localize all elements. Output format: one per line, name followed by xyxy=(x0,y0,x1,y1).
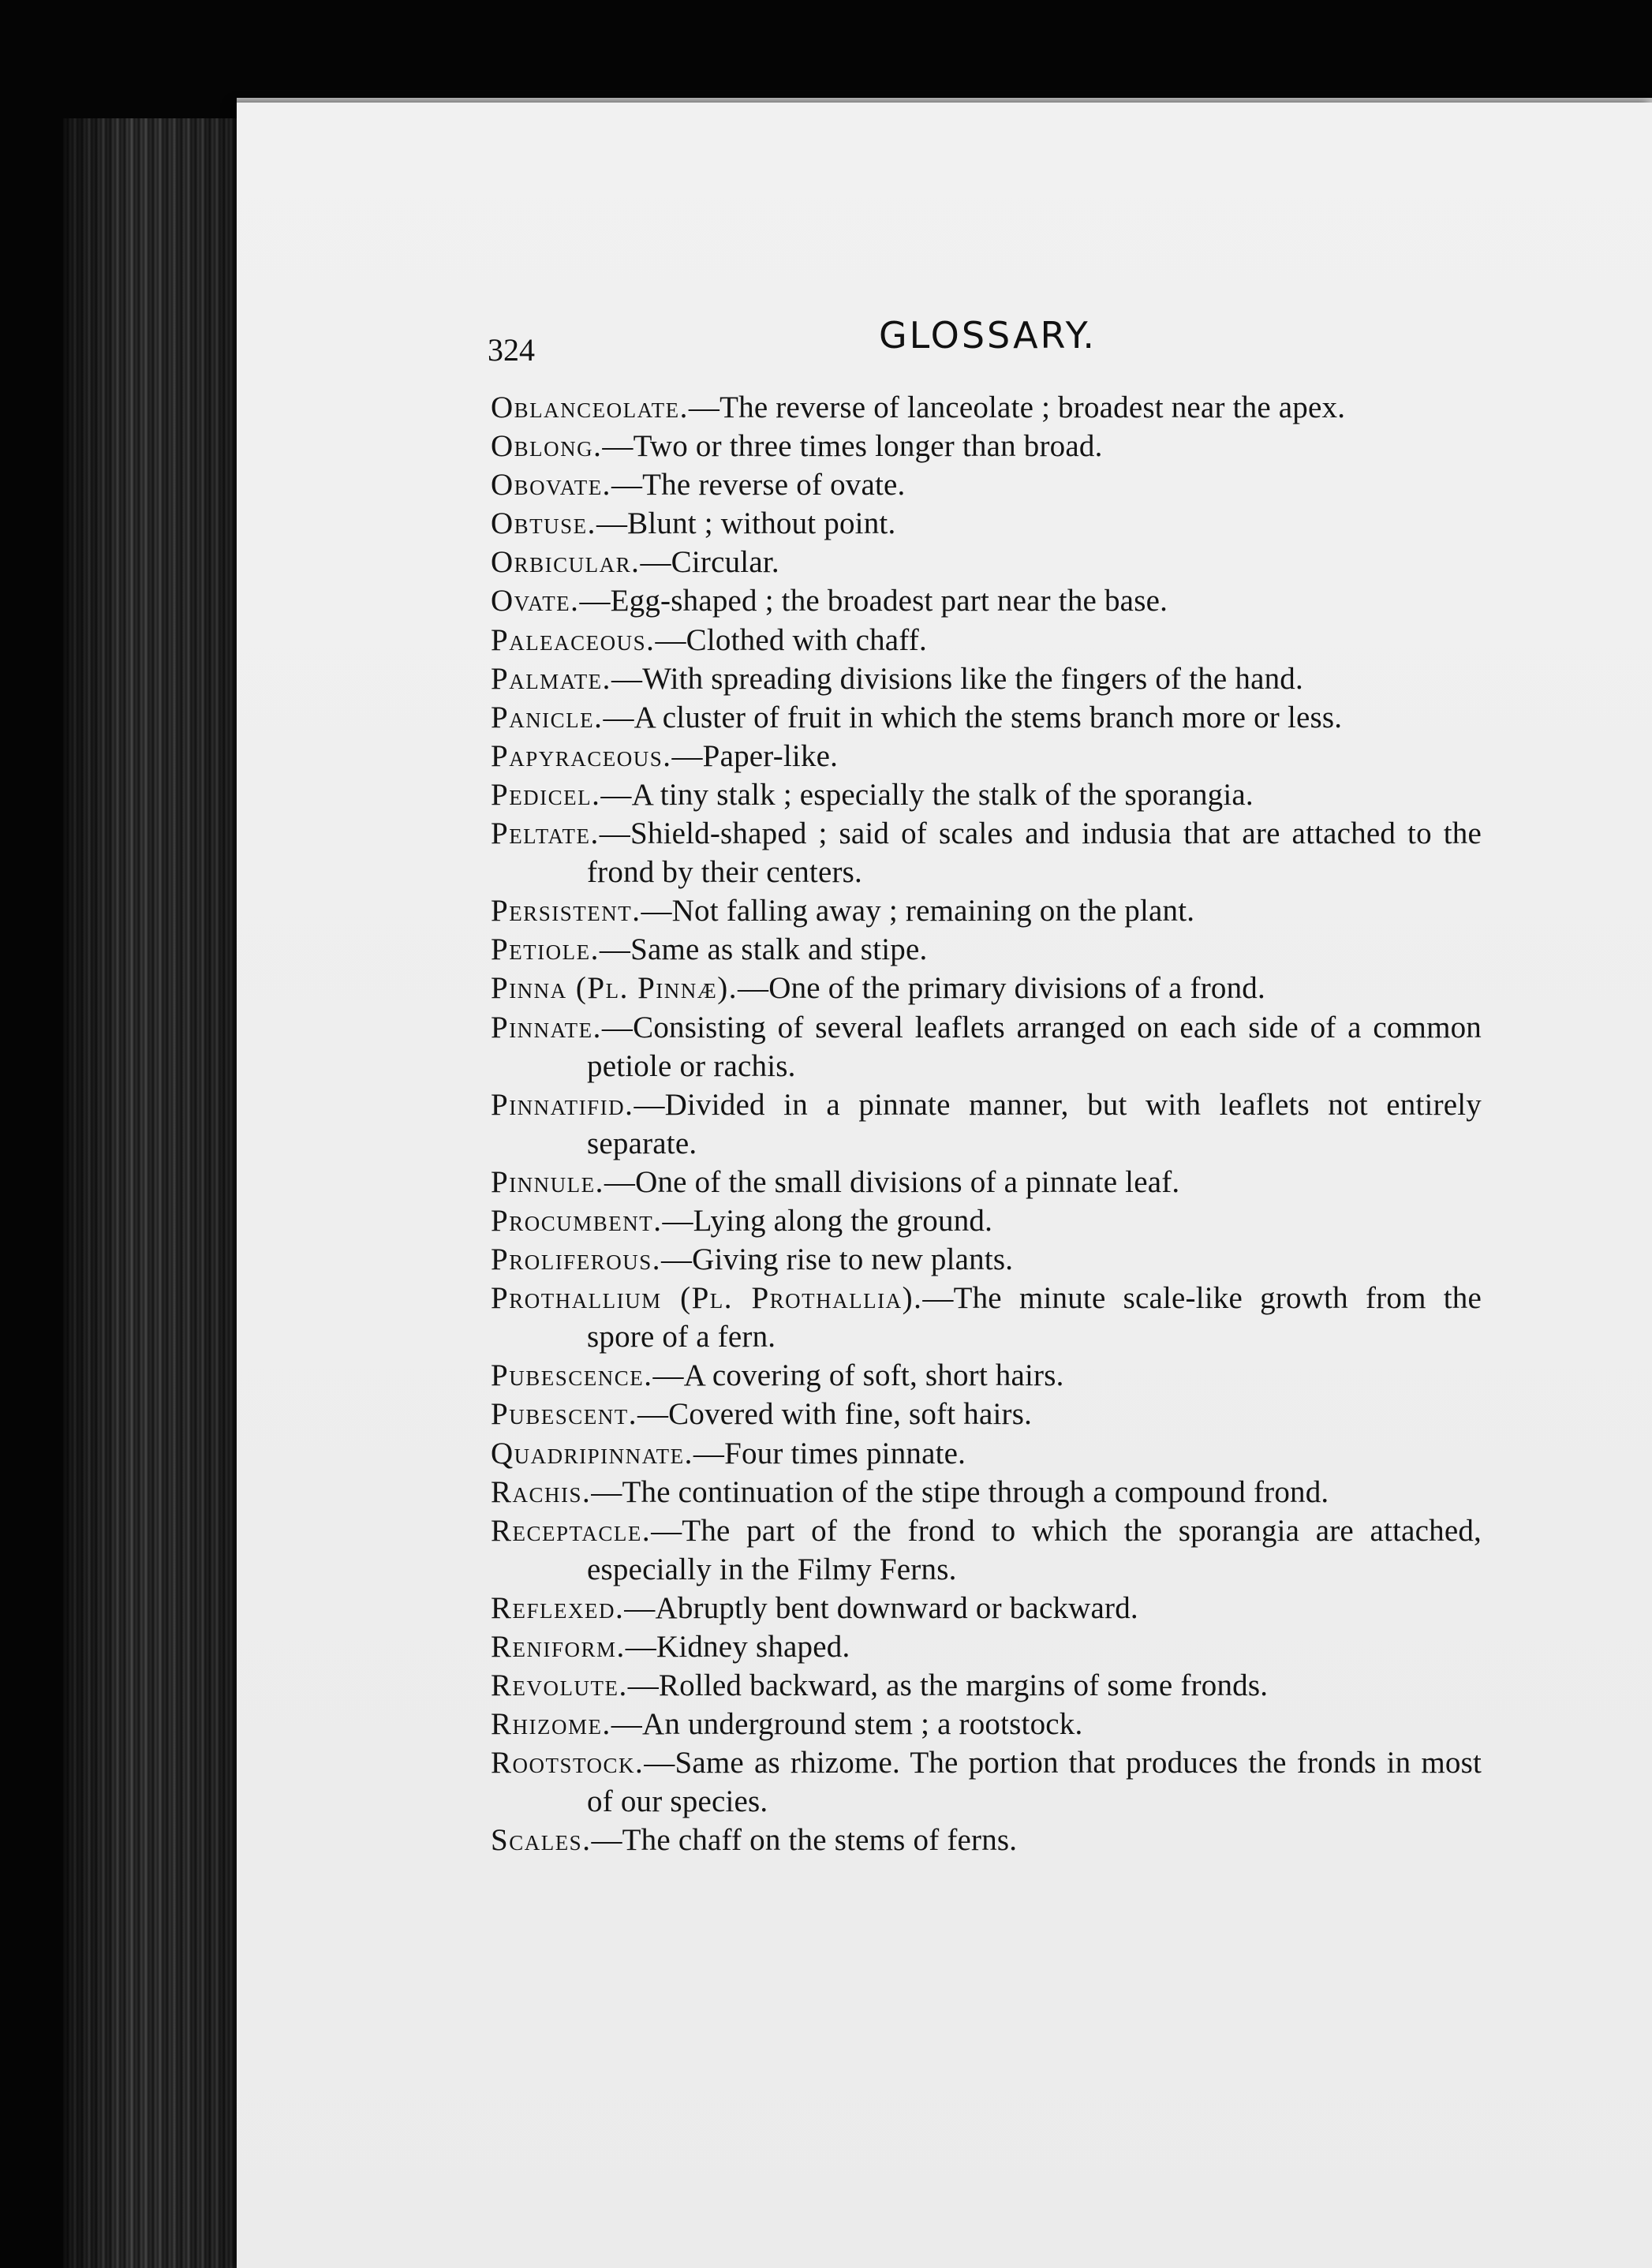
glossary-definition: —Shield-shaped ; said of scales and indusia that are attached to the frond by their centers. xyxy=(587,816,1482,890)
glossary-term: Prothallium (Pl. Prothallia). xyxy=(491,1281,923,1316)
glossary-definition: —Circular. xyxy=(640,545,779,580)
glossary-entry xyxy=(491,1821,1482,1859)
glossary-term: Papyraceous. xyxy=(491,738,672,773)
glossary-term: Revolute. xyxy=(491,1668,628,1703)
glossary-entry xyxy=(491,698,1482,737)
glossary-definition: —Two or three times longer than broad. xyxy=(602,429,1103,464)
glossary-term: Orbicular. xyxy=(491,545,641,580)
glossary-term: Pinnule. xyxy=(491,1164,604,1199)
glossary-definition: —Kidney shaped. xyxy=(625,1630,850,1664)
glossary-term: Quadripinnate. xyxy=(491,1436,693,1470)
page-stack-edges xyxy=(63,118,237,2268)
glossary-term: Ovate. xyxy=(491,584,580,618)
glossary-definition: —Same as stalk and stipe. xyxy=(599,932,928,967)
glossary-term: Rhizome. xyxy=(491,1707,611,1742)
glossary-definition: —A cluster of fruit in which the stems branch more or less. xyxy=(603,700,1343,734)
glossary-definition: —One of the primary divisions of a frond. xyxy=(738,971,1265,1006)
glossary-term: Proliferous. xyxy=(491,1242,661,1277)
glossary-entry xyxy=(491,1240,1482,1279)
glossary-definition: —The reverse of lanceolate ; broadest near the apex. xyxy=(688,390,1346,424)
glossary-definition: —Abruptly bent downward or backward. xyxy=(624,1590,1138,1625)
glossary-entry xyxy=(491,1589,1482,1627)
glossary-entry xyxy=(491,1395,1482,1433)
glossary-definition: —The chaff on the stems of ferns. xyxy=(591,1823,1018,1858)
glossary-definition: —Lying along the ground. xyxy=(662,1203,993,1238)
glossary-entry xyxy=(491,1201,1482,1240)
glossary-entry xyxy=(491,1743,1482,1821)
glossary-entry xyxy=(491,1666,1482,1705)
glossary-term: Pinna (Pl. Pinnæ). xyxy=(491,971,738,1006)
glossary-term: Pedicel. xyxy=(491,777,601,812)
running-head xyxy=(488,314,1458,368)
glossary-term: Obtuse. xyxy=(491,506,596,541)
glossary-term: Petiole. xyxy=(491,932,600,967)
glossary-entry xyxy=(491,1279,1482,1356)
glossary-entry xyxy=(491,1473,1482,1511)
glossary-term: Pubescence. xyxy=(491,1358,653,1393)
glossary-definition: —The minute scale-like growth from the spore of a fern. xyxy=(587,1281,1482,1354)
glossary-entry xyxy=(491,1434,1482,1473)
glossary-entry xyxy=(491,1627,1482,1666)
glossary-term: Persistent. xyxy=(491,894,641,928)
glossary-list xyxy=(491,388,1482,1860)
glossary-definition: —Clothed with chaff. xyxy=(655,622,927,657)
glossary-definition: —Four times pinnate. xyxy=(693,1436,966,1470)
glossary-definition: —An underground stem ; a rootstock. xyxy=(611,1707,1083,1742)
glossary-entry xyxy=(491,659,1482,698)
glossary-term: Peltate. xyxy=(491,816,600,851)
glossary-definition: —Consisting of several leaflets arranged on each side of a common petiole or rachis. xyxy=(587,1010,1482,1083)
glossary-entry xyxy=(491,621,1482,659)
glossary-term: Oblanceolate. xyxy=(491,390,689,424)
glossary-entry xyxy=(491,930,1482,969)
glossary-term: Oblong. xyxy=(491,429,603,464)
glossary-term: Scales. xyxy=(491,1823,592,1858)
glossary-entry xyxy=(491,737,1482,775)
glossary-entry xyxy=(491,427,1482,465)
glossary-term: Obovate. xyxy=(491,468,611,503)
glossary-entry xyxy=(491,1085,1482,1163)
glossary-definition: —With spreading divisions like the fingers of the hand. xyxy=(611,661,1303,696)
glossary-definition: —Covered with fine, soft hairs. xyxy=(637,1397,1033,1432)
glossary-entry xyxy=(491,891,1482,930)
glossary-definition: —One of the small divisions of a pinnate leaf. xyxy=(604,1164,1180,1199)
page-title: GLOSSARY. xyxy=(879,314,1097,357)
glossary-term: Rachis. xyxy=(491,1474,592,1509)
glossary-definition: —The part of the frond to which the sporangia are attached, especially in the Filmy Ferns. xyxy=(587,1513,1482,1586)
glossary-definition: —The reverse of ovate. xyxy=(611,468,906,503)
glossary-term: Panicle. xyxy=(491,700,604,734)
glossary-term: Pinnatifid. xyxy=(491,1087,634,1122)
glossary-entry xyxy=(491,581,1482,620)
page-number: 324 xyxy=(488,332,535,368)
glossary-entry xyxy=(491,1705,1482,1743)
glossary-term: Palmate. xyxy=(491,661,611,696)
glossary-definition: —Giving rise to new plants. xyxy=(660,1242,1014,1277)
glossary-definition: —The continuation of the stipe through a compound frond. xyxy=(591,1474,1329,1509)
glossary-entry xyxy=(491,543,1482,581)
glossary-definition: —Not falling away ; remaining on the plant. xyxy=(641,894,1195,928)
glossary-entry xyxy=(491,1163,1482,1201)
glossary-entry xyxy=(491,465,1482,504)
glossary-definition: —A covering of soft, short hairs. xyxy=(652,1358,1064,1393)
glossary-entry xyxy=(491,1511,1482,1589)
glossary-definition: —Egg-shaped ; the broadest part near the base. xyxy=(579,584,1168,618)
glossary-definition: —Divided in a pinnate manner, but with leaflets not entirely separate. xyxy=(587,1087,1482,1160)
glossary-entry xyxy=(491,1008,1482,1085)
glossary-definition: —Blunt ; without point. xyxy=(596,506,896,541)
glossary-term: Reniform. xyxy=(491,1630,626,1664)
glossary-entry xyxy=(491,775,1482,814)
glossary-definition: —Rolled backward, as the margins of some fronds. xyxy=(627,1668,1269,1703)
glossary-definition: —Paper-like. xyxy=(671,738,839,773)
glossary-term: Reflexed. xyxy=(491,1590,625,1625)
glossary-entry xyxy=(491,814,1482,891)
glossary-term: Rootstock. xyxy=(491,1746,645,1780)
glossary-term: Procumbent. xyxy=(491,1203,663,1238)
glossary-term: Paleaceous. xyxy=(491,622,656,657)
glossary-entry xyxy=(491,504,1482,543)
glossary-term: Receptacle. xyxy=(491,1513,652,1548)
glossary-term: Pinnate. xyxy=(491,1010,602,1044)
glossary-entry xyxy=(491,388,1482,427)
glossary-definition: —Same as rhizome. The portion that produces the fronds in most of our species. xyxy=(587,1746,1482,1819)
glossary-definition: —A tiny stalk ; especially the stalk of the sporangia. xyxy=(600,777,1254,812)
glossary-entry xyxy=(491,969,1482,1007)
glossary-entry xyxy=(491,1356,1482,1395)
glossary-term: Pubescent. xyxy=(491,1397,637,1432)
